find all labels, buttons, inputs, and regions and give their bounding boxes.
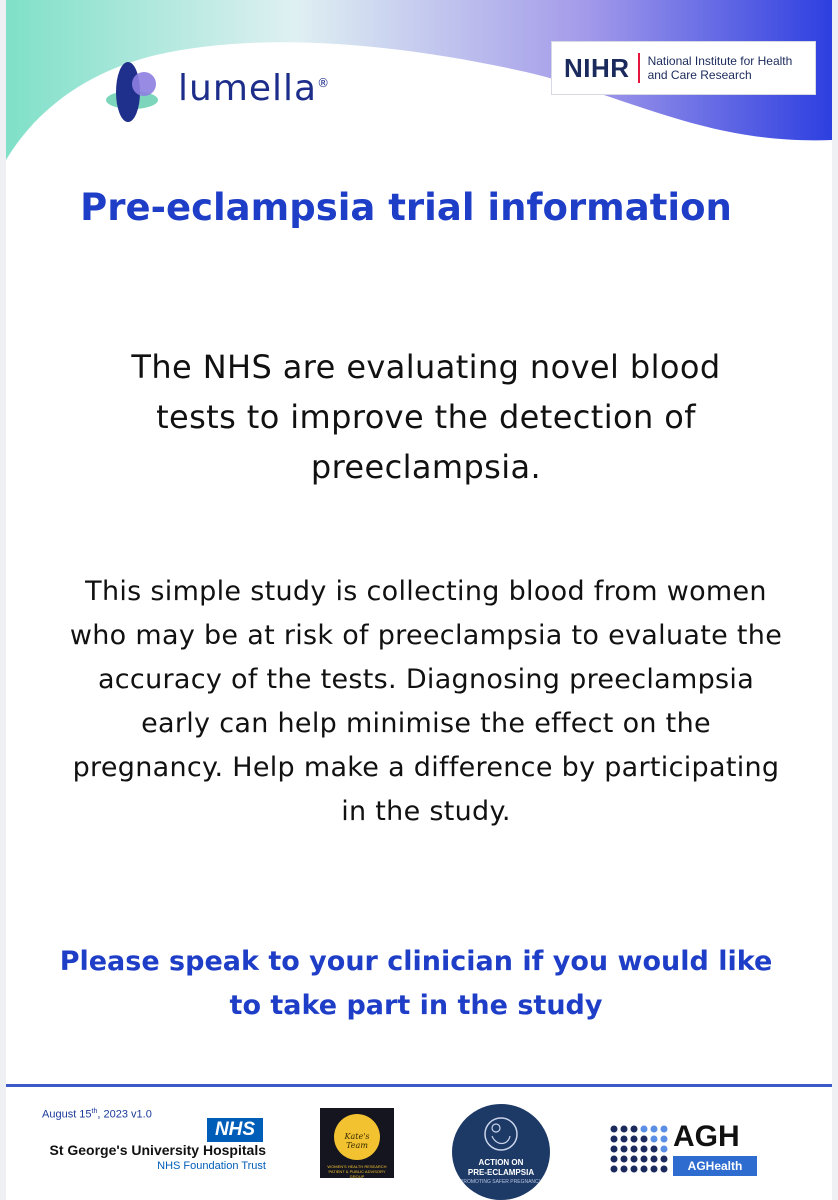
agh-wordmark: AGH bbox=[673, 1120, 740, 1153]
nihr-abbreviation: NIHR bbox=[564, 52, 630, 83]
action-on-pre-eclampsia-logo bbox=[452, 1104, 550, 1200]
kates-team-logo bbox=[320, 1108, 394, 1178]
nihr-logo bbox=[551, 41, 816, 95]
kates-team-name: Kate's Team bbox=[344, 1132, 370, 1150]
poster-page bbox=[6, 0, 832, 1200]
agh-dot-grid-icon bbox=[609, 1124, 669, 1176]
lumella-mark-icon bbox=[104, 58, 168, 126]
nihr-full-name: National Institute for Health and Care Research bbox=[647, 54, 793, 82]
trust-subtitle: NHS Foundation Trust bbox=[157, 1160, 266, 1172]
mother-baby-icon bbox=[452, 1104, 550, 1200]
trust-name: St George's University Hospitals bbox=[49, 1142, 266, 1158]
lumella-wordmark: lumella® bbox=[178, 68, 331, 109]
agh-logo bbox=[609, 1120, 759, 1180]
footer-divider bbox=[6, 1084, 832, 1087]
intro-paragraph: The NHS are evaluating novel blood tests to improve the detection of preeclampsia. bbox=[131, 348, 721, 486]
nhs-logo-badge: NHS bbox=[207, 1118, 263, 1142]
call-to-action: Please speak to your clinician if you would like to take part in the study bbox=[59, 946, 773, 1021]
version-date: August 15th, 2023 v1.0 bbox=[42, 1108, 152, 1121]
nihr-divider bbox=[638, 53, 640, 83]
aope-name: ACTION ON PRE-ECLAMPSIA bbox=[467, 1158, 535, 1177]
kates-team-subtitle: WOMEN'S HEALTH RESEARCH PATIENT & PUBLIC ADVISORY GROUP bbox=[327, 1164, 387, 1179]
lumella-logo bbox=[104, 58, 364, 130]
study-description: This simple study is collecting blood from women who may be at risk of preeclampsia to evaluate the accuracy of the tests. Diagnosing preeclampsia early can help minimise the effect on the pregnancy. Help make a difference by participating in the study. bbox=[69, 576, 783, 827]
page-title: Pre-eclampsia trial information bbox=[80, 186, 732, 229]
aope-tagline: PROMOTING SAFER PREGNANCY bbox=[460, 1179, 542, 1185]
agh-band-label: AGHealth bbox=[673, 1156, 757, 1176]
